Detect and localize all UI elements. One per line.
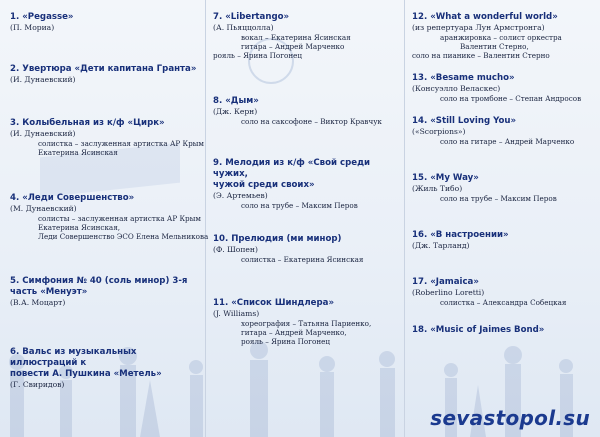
item-title: 14. «Still Loving You» <box>412 116 517 126</box>
program-item-6 <box>10 347 205 390</box>
item-title: 11. «Список Шиндлера» <box>213 298 334 308</box>
item-title: 3. Колыбельная из к/ф «Цирк» <box>10 118 165 128</box>
item-performer: солистка – Александра Собецкая <box>440 297 567 307</box>
item-performer: Леди Совершенство ЭСО Елена Мельникова <box>38 232 209 241</box>
item-title: 15. «My Way» <box>412 173 479 183</box>
site-logo: sevastopol.su <box>430 406 590 430</box>
item-author: (П. Мориа) <box>10 23 55 32</box>
item-title: 1. «Pegasse» <box>10 12 74 22</box>
item-title: 2. Увертюра «Дети капитана Гранта» <box>10 64 197 74</box>
program-item-1 <box>10 12 73 33</box>
item-author: (Э. Артемьев) <box>213 191 268 200</box>
item-title: 10. Прелюдия (ми минор) <box>213 234 342 244</box>
item-author: («Scorpions») <box>412 127 466 136</box>
program-item-10 <box>213 234 363 264</box>
program-item-16 <box>412 230 509 251</box>
item-author: (В.А. Моцарт) <box>10 298 66 307</box>
item-performer: гитара – Андрей Марченко, <box>241 327 347 337</box>
item-performer: вокал – Екатерина Ясинская <box>241 32 351 42</box>
item-title: 9. Мелодия из к/ф «Свой среди чужих, чужой среди своих» <box>213 158 371 190</box>
item-author: (И. Дунаевский) <box>10 129 76 138</box>
item-performer: Екатерина Ясинская <box>38 147 118 157</box>
item-title: 7. «Libertango» <box>213 12 290 22</box>
item-author: (J. Williams) <box>213 309 260 318</box>
item-performer: солистка – заслуженная артистка АР Крым <box>38 138 204 148</box>
item-performer: соло на саксофоне – Виктор Кравчук <box>241 116 382 126</box>
item-performer: аранжировка – солист оркестра <box>440 32 562 42</box>
item-author: (Roberlino Loretti) <box>412 288 485 297</box>
program-column-1 <box>10 0 209 437</box>
item-performer: Екатерина Ясинская, <box>38 222 121 232</box>
item-performer: Валентин Стерно, <box>460 41 529 51</box>
item-performer: рояль – Ярина Погонец <box>241 337 331 346</box>
item-author: (Дж. Керн) <box>213 107 258 116</box>
item-author: (Консуэлло Веласкес) <box>412 84 501 93</box>
program-column-3 <box>412 0 598 437</box>
item-title: 12. «What a wonderful world» <box>412 12 558 22</box>
program-item-2 <box>10 64 196 85</box>
program-item-12 <box>412 12 562 60</box>
program-item-3 <box>10 118 204 157</box>
program-item-4 <box>10 193 208 241</box>
item-performer: хореография – Татьяна Париенко, <box>241 318 372 328</box>
item-performer: соло на трубе – Максим Перов <box>241 200 358 210</box>
program-item-17 <box>412 277 566 307</box>
fold-line-right <box>404 0 405 437</box>
item-author: (Жиль Тибо) <box>412 184 463 193</box>
item-title: 18. «Music of Jaimes Bond» <box>412 325 545 335</box>
program-item-13 <box>412 73 581 103</box>
item-title: 17. «Jamaica» <box>412 277 479 287</box>
item-performer: соло на гитаре – Андрей Марченко <box>440 136 575 146</box>
program-item-18 <box>412 325 544 336</box>
item-author: (Г. Свиридов) <box>10 380 65 389</box>
item-author: (И. Дунаевский) <box>10 75 76 84</box>
item-author: (Ф. Шопен) <box>213 245 258 254</box>
program-item-11 <box>213 298 371 346</box>
item-author: (Дж. Тарланд) <box>412 241 470 250</box>
program-item-9 <box>213 158 403 210</box>
program-item-8 <box>213 96 382 126</box>
program-item-15 <box>412 173 557 203</box>
program-column-2 <box>213 0 403 437</box>
program-item-14 <box>412 116 574 146</box>
item-performer: солисты – заслуженная артистка АР Крым <box>38 213 201 223</box>
item-performer: рояль – Ярина Погонец <box>213 51 303 60</box>
item-title: 8. «Дым» <box>213 96 259 106</box>
item-author: (А. Пьяццолла) <box>213 23 274 32</box>
item-author: (М. Дунаевский) <box>10 204 77 213</box>
item-title: 5. Симфония № 40 (соль минор) 3-я часть «Менуэт» <box>10 276 188 297</box>
item-performer: соло на пианике – Валентин Стерно <box>412 51 550 60</box>
program-item-5 <box>10 276 187 308</box>
item-performer: гитара – Андрей Марченко <box>241 41 345 51</box>
program-item-7 <box>213 12 351 60</box>
item-title: 16. «В настроении» <box>412 230 509 240</box>
item-performer: соло на трубе – Максим Перов <box>440 193 557 203</box>
item-title: 6. Вальс из музыкальных иллюстраций к повести А. Пушкина «Метель» <box>10 347 162 379</box>
item-title: 4. «Леди Совершенство» <box>10 193 135 203</box>
item-title: 13. «Besame mucho» <box>412 73 515 83</box>
item-author: (из репертуара Лун Армстронга) <box>412 23 545 32</box>
item-performer: солистка – Екатерина Ясинская <box>241 254 364 264</box>
item-performer: соло на тромбоне – Степан Андросов <box>440 93 582 103</box>
